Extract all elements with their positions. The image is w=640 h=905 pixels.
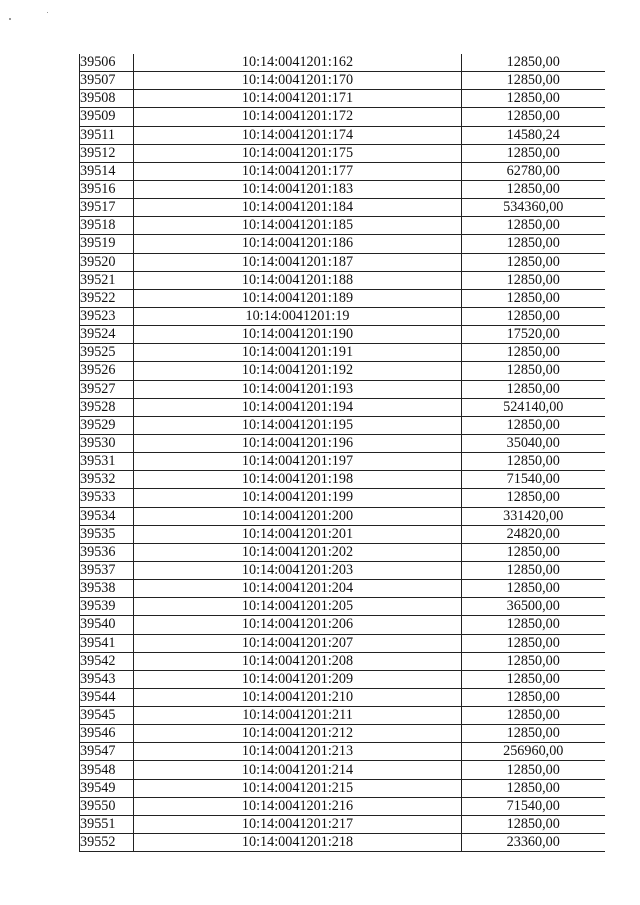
table-row: [80, 72, 605, 90]
record-number-cell: 39527: [80, 380, 134, 398]
record-number-cell: 39538: [80, 580, 134, 598]
value-cell: 23360,00: [462, 834, 605, 852]
cadastral-number-cell: 10:14:0041201:207: [134, 634, 462, 652]
record-number-cell: 39526: [80, 362, 134, 380]
cadastral-number-cell: 10:14:0041201:197: [134, 453, 462, 471]
table-row: [80, 489, 605, 507]
record-number-cell: 39552: [80, 834, 134, 852]
cadastral-number-cell: 10:14:0041201:211: [134, 707, 462, 725]
record-number-cell: 39547: [80, 743, 134, 761]
table-row: [80, 561, 605, 579]
table-row: [80, 380, 605, 398]
cadastral-number-cell: 10:14:0041201:202: [134, 543, 462, 561]
record-number-cell: 39546: [80, 725, 134, 743]
record-number-cell: 39540: [80, 616, 134, 634]
record-number-cell: 39518: [80, 217, 134, 235]
value-cell: 12850,00: [462, 453, 605, 471]
table-row: [80, 326, 605, 344]
cadastral-number-cell: 10:14:0041201:213: [134, 743, 462, 761]
table-row: [80, 362, 605, 380]
record-number-cell: 39506: [80, 54, 134, 72]
record-number-cell: 39548: [80, 761, 134, 779]
cadastral-number-cell: 10:14:0041201:170: [134, 72, 462, 90]
value-cell: 534360,00: [462, 199, 605, 217]
cadastral-number-cell: 10:14:0041201:203: [134, 561, 462, 579]
record-number-cell: 39508: [80, 90, 134, 108]
record-number-cell: 39542: [80, 652, 134, 670]
value-cell: 12850,00: [462, 543, 605, 561]
table-row: [80, 580, 605, 598]
value-cell: 24820,00: [462, 525, 605, 543]
value-cell: 12850,00: [462, 707, 605, 725]
cadastral-number-cell: 10:14:0041201:208: [134, 652, 462, 670]
value-cell: 524140,00: [462, 398, 605, 416]
record-number-cell: 39532: [80, 471, 134, 489]
record-number-cell: 39550: [80, 797, 134, 815]
table-row: [80, 834, 605, 852]
table-row: [80, 779, 605, 797]
record-number-cell: 39533: [80, 489, 134, 507]
table-row: [80, 54, 605, 72]
value-cell: 12850,00: [462, 616, 605, 634]
table-row: [80, 199, 605, 217]
cadastral-number-cell: 10:14:0041201:171: [134, 90, 462, 108]
record-number-cell: 39529: [80, 416, 134, 434]
cadastral-number-cell: 10:14:0041201:174: [134, 126, 462, 144]
record-number-cell: 39528: [80, 398, 134, 416]
value-cell: 12850,00: [462, 580, 605, 598]
table-row: [80, 144, 605, 162]
table-row: [80, 598, 605, 616]
table-row: [80, 108, 605, 126]
value-cell: 12850,00: [462, 235, 605, 253]
scan-speck: [9, 18, 11, 20]
table-row: [80, 670, 605, 688]
table-row: [80, 652, 605, 670]
table-row: [80, 126, 605, 144]
table-row: [80, 434, 605, 452]
cadastral-number-cell: 10:14:0041201:196: [134, 434, 462, 452]
table-row: [80, 815, 605, 833]
value-cell: 35040,00: [462, 434, 605, 452]
cadastral-number-cell: 10:14:0041201:19: [134, 307, 462, 325]
table-row: [80, 616, 605, 634]
record-number-cell: 39524: [80, 326, 134, 344]
value-cell: 12850,00: [462, 307, 605, 325]
cadastral-number-cell: 10:14:0041201:191: [134, 344, 462, 362]
table-row: [80, 761, 605, 779]
table-row: [80, 235, 605, 253]
value-cell: 12850,00: [462, 144, 605, 162]
scan-speck: [47, 12, 48, 13]
table-row: [80, 289, 605, 307]
value-cell: 256960,00: [462, 743, 605, 761]
cadastral-number-cell: 10:14:0041201:215: [134, 779, 462, 797]
cadastral-number-cell: 10:14:0041201:209: [134, 670, 462, 688]
value-cell: 12850,00: [462, 489, 605, 507]
record-number-cell: 39517: [80, 199, 134, 217]
value-cell: 12850,00: [462, 271, 605, 289]
cadastral-number-cell: 10:14:0041201:192: [134, 362, 462, 380]
record-number-cell: 39549: [80, 779, 134, 797]
value-cell: 12850,00: [462, 380, 605, 398]
value-cell: 62780,00: [462, 162, 605, 180]
value-cell: 12850,00: [462, 815, 605, 833]
value-cell: 12850,00: [462, 416, 605, 434]
record-number-cell: 39507: [80, 72, 134, 90]
value-cell: 12850,00: [462, 362, 605, 380]
value-cell: 12850,00: [462, 253, 605, 271]
value-cell: 12850,00: [462, 90, 605, 108]
cadastral-number-cell: 10:14:0041201:214: [134, 761, 462, 779]
cadastral-number-cell: 10:14:0041201:218: [134, 834, 462, 852]
table-row: [80, 725, 605, 743]
table-row: [80, 398, 605, 416]
value-cell: 12850,00: [462, 289, 605, 307]
record-number-cell: 39530: [80, 434, 134, 452]
record-number-cell: 39536: [80, 543, 134, 561]
record-number-cell: 39525: [80, 344, 134, 362]
table-row: [80, 180, 605, 198]
value-cell: 12850,00: [462, 108, 605, 126]
record-number-cell: 39537: [80, 561, 134, 579]
table-row: [80, 90, 605, 108]
record-number-cell: 39523: [80, 307, 134, 325]
table-row: [80, 743, 605, 761]
cadastral-number-cell: 10:14:0041201:216: [134, 797, 462, 815]
cadastral-number-cell: 10:14:0041201:190: [134, 326, 462, 344]
cadastral-number-cell: 10:14:0041201:162: [134, 54, 462, 72]
record-number-cell: 39543: [80, 670, 134, 688]
table-row: [80, 543, 605, 561]
table-row: [80, 416, 605, 434]
cadastral-number-cell: 10:14:0041201:172: [134, 108, 462, 126]
record-number-cell: 39522: [80, 289, 134, 307]
cadastral-number-cell: 10:14:0041201:177: [134, 162, 462, 180]
record-number-cell: 39511: [80, 126, 134, 144]
record-number-cell: 39545: [80, 707, 134, 725]
cadastral-table-body: [80, 54, 605, 852]
cadastral-number-cell: 10:14:0041201:186: [134, 235, 462, 253]
value-cell: 12850,00: [462, 761, 605, 779]
table-row: [80, 271, 605, 289]
cadastral-number-cell: 10:14:0041201:204: [134, 580, 462, 598]
record-number-cell: 39539: [80, 598, 134, 616]
cadastral-number-cell: 10:14:0041201:198: [134, 471, 462, 489]
table-row: [80, 162, 605, 180]
cadastral-number-cell: 10:14:0041201:212: [134, 725, 462, 743]
table-row: [80, 307, 605, 325]
value-cell: 12850,00: [462, 670, 605, 688]
cadastral-number-cell: 10:14:0041201:205: [134, 598, 462, 616]
table-row: [80, 797, 605, 815]
value-cell: 12850,00: [462, 180, 605, 198]
value-cell: 12850,00: [462, 779, 605, 797]
table-row: [80, 707, 605, 725]
cadastral-number-cell: 10:14:0041201:184: [134, 199, 462, 217]
cadastral-number-cell: 10:14:0041201:200: [134, 507, 462, 525]
cadastral-number-cell: 10:14:0041201:210: [134, 688, 462, 706]
value-cell: 12850,00: [462, 54, 605, 72]
cadastral-number-cell: 10:14:0041201:201: [134, 525, 462, 543]
value-cell: 12850,00: [462, 344, 605, 362]
table-row: [80, 507, 605, 525]
table-row: [80, 525, 605, 543]
record-number-cell: 39531: [80, 453, 134, 471]
table-row: [80, 634, 605, 652]
record-number-cell: 39514: [80, 162, 134, 180]
cadastral-number-cell: 10:14:0041201:217: [134, 815, 462, 833]
value-cell: 71540,00: [462, 471, 605, 489]
record-number-cell: 39512: [80, 144, 134, 162]
cadastral-number-cell: 10:14:0041201:183: [134, 180, 462, 198]
value-cell: 12850,00: [462, 72, 605, 90]
cadastral-number-cell: 10:14:0041201:189: [134, 289, 462, 307]
record-number-cell: 39509: [80, 108, 134, 126]
record-number-cell: 39535: [80, 525, 134, 543]
table-row: [80, 344, 605, 362]
cadastral-number-cell: 10:14:0041201:194: [134, 398, 462, 416]
cadastral-number-cell: 10:14:0041201:193: [134, 380, 462, 398]
value-cell: 12850,00: [462, 217, 605, 235]
record-number-cell: 39541: [80, 634, 134, 652]
record-number-cell: 39516: [80, 180, 134, 198]
record-number-cell: 39520: [80, 253, 134, 271]
record-number-cell: 39551: [80, 815, 134, 833]
table-row: [80, 217, 605, 235]
cadastral-table: [79, 54, 605, 852]
table-row: [80, 253, 605, 271]
cadastral-number-cell: 10:14:0041201:195: [134, 416, 462, 434]
value-cell: 14580,24: [462, 126, 605, 144]
cadastral-number-cell: 10:14:0041201:185: [134, 217, 462, 235]
table-row: [80, 453, 605, 471]
record-number-cell: 39544: [80, 688, 134, 706]
record-number-cell: 39519: [80, 235, 134, 253]
value-cell: 12850,00: [462, 634, 605, 652]
value-cell: 71540,00: [462, 797, 605, 815]
value-cell: 12850,00: [462, 688, 605, 706]
value-cell: 12850,00: [462, 725, 605, 743]
table-row: [80, 471, 605, 489]
value-cell: 331420,00: [462, 507, 605, 525]
table-row: [80, 688, 605, 706]
value-cell: 36500,00: [462, 598, 605, 616]
value-cell: 17520,00: [462, 326, 605, 344]
value-cell: 12850,00: [462, 561, 605, 579]
cadastral-number-cell: 10:14:0041201:187: [134, 253, 462, 271]
cadastral-number-cell: 10:14:0041201:188: [134, 271, 462, 289]
cadastral-number-cell: 10:14:0041201:175: [134, 144, 462, 162]
value-cell: 12850,00: [462, 652, 605, 670]
record-number-cell: 39521: [80, 271, 134, 289]
cadastral-number-cell: 10:14:0041201:199: [134, 489, 462, 507]
record-number-cell: 39534: [80, 507, 134, 525]
cadastral-number-cell: 10:14:0041201:206: [134, 616, 462, 634]
